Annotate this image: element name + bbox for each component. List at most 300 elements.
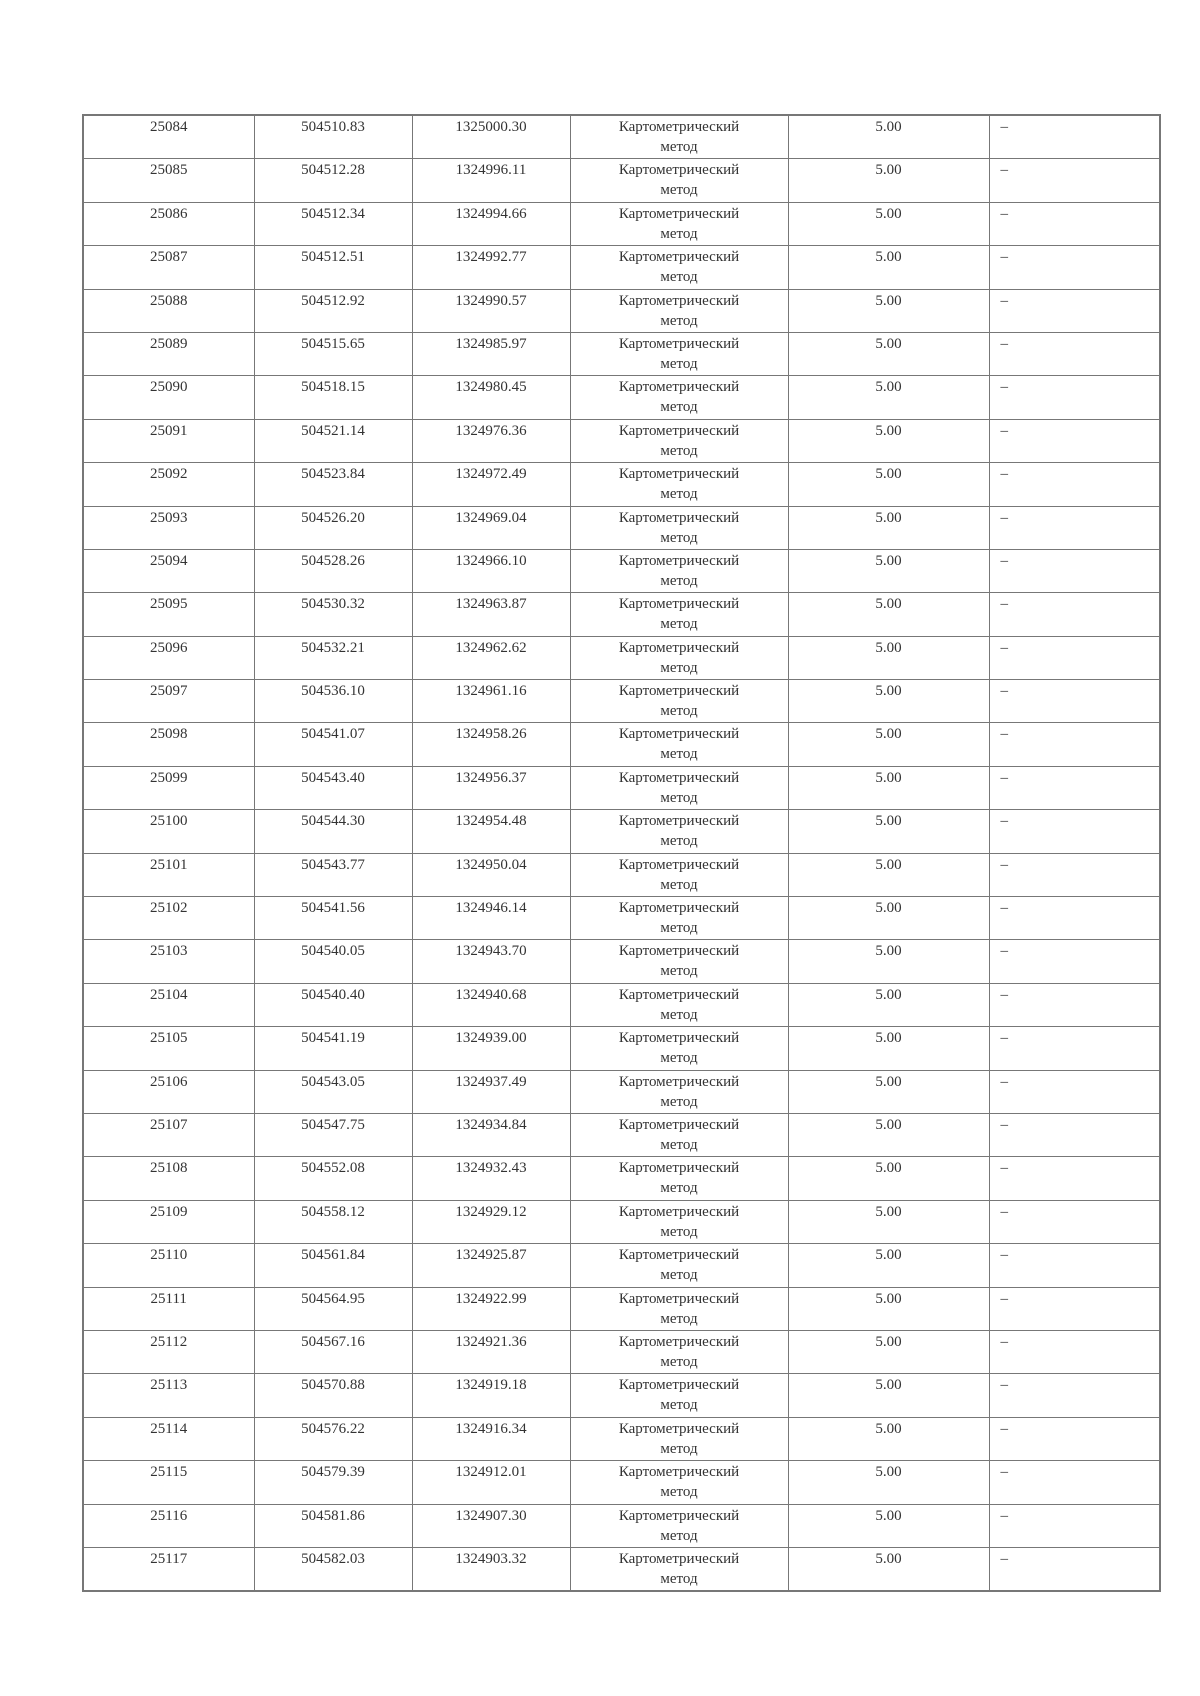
accuracy-cell: 5.00 [788,549,989,592]
accuracy-cell: 5.00 [788,1461,989,1504]
table-row [83,1113,1160,1156]
method-text-line-2: метод [660,529,698,546]
table-row [83,636,1160,679]
accuracy-cell: 5.00 [788,289,989,332]
method-cell [570,1504,788,1547]
point-number-cell: 25100 [83,810,254,853]
note-cell: – [989,289,1160,332]
table-row [83,376,1160,419]
note-cell: – [989,246,1160,289]
method-text-line-1: Картометрический [618,726,740,743]
table-row [83,246,1160,289]
method-cell [570,810,788,853]
method-text-line-1: Картометрический [618,856,740,873]
x-coordinate-cell: 504536.10 [254,680,412,723]
x-coordinate-cell: 504564.95 [254,1287,412,1330]
method-text-line-1: Картометрический [618,943,740,960]
accuracy-cell: 5.00 [788,680,989,723]
accuracy-cell: 5.00 [788,246,989,289]
note-cell: – [989,636,1160,679]
note-cell: – [989,332,1160,375]
point-number-cell: 25092 [83,463,254,506]
method-text-line-1: Картометрический [618,1464,740,1481]
method-cell [570,636,788,679]
method-text-line-2: метод [660,1310,698,1327]
x-coordinate-cell: 504576.22 [254,1417,412,1460]
y-coordinate-cell: 1324961.16 [412,680,570,723]
y-coordinate-cell: 1324950.04 [412,853,570,896]
method-cell [570,202,788,245]
y-coordinate-cell: 1324940.68 [412,983,570,1026]
x-coordinate-cell: 504515.65 [254,332,412,375]
y-coordinate-cell: 1324946.14 [412,897,570,940]
table-row [83,723,1160,766]
accuracy-cell: 5.00 [788,159,989,202]
x-coordinate-cell: 504530.32 [254,593,412,636]
x-coordinate-cell: 504579.39 [254,1461,412,1504]
method-text-line-2: метод [660,616,698,633]
y-coordinate-cell: 1324907.30 [412,1504,570,1547]
x-coordinate-cell: 504570.88 [254,1374,412,1417]
note-cell: – [989,115,1160,159]
point-number-cell: 25109 [83,1200,254,1243]
y-coordinate-cell: 1324925.87 [412,1244,570,1287]
table-row [83,419,1160,462]
point-number-cell: 25088 [83,289,254,332]
coordinates-table-body [83,115,1160,1591]
point-number-cell: 25086 [83,202,254,245]
table-row [83,1200,1160,1243]
accuracy-cell: 5.00 [788,1157,989,1200]
note-cell: – [989,159,1160,202]
method-text-line-1: Картометрический [618,769,740,786]
method-cell [570,766,788,809]
y-coordinate-cell: 1324929.12 [412,1200,570,1243]
note-cell: – [989,1504,1160,1547]
point-number-cell: 25101 [83,853,254,896]
method-text-line-1: Картометрический [618,639,740,656]
method-text-line-2: метод [660,139,698,155]
method-text-line-2: метод [660,355,698,372]
table-row [83,202,1160,245]
x-coordinate-cell: 504561.84 [254,1244,412,1287]
note-cell: – [989,1200,1160,1243]
method-text-line-1: Картометрический [618,1160,740,1177]
x-coordinate-cell: 504552.08 [254,1157,412,1200]
method-text-line-1: Картометрический [618,813,740,830]
accuracy-cell: 5.00 [788,506,989,549]
accuracy-cell: 5.00 [788,1070,989,1113]
note-cell: – [989,897,1160,940]
method-text-line-1: Картометрический [618,1030,740,1047]
method-text-line-2: метод [660,1570,698,1587]
table-row [83,1547,1160,1591]
x-coordinate-cell: 504512.51 [254,246,412,289]
accuracy-cell: 5.00 [788,1287,989,1330]
note-cell: – [989,1417,1160,1460]
x-coordinate-cell: 504540.40 [254,983,412,1026]
table-row [83,506,1160,549]
note-cell: – [989,1027,1160,1070]
table-row [83,983,1160,1026]
method-text-line-2: метод [660,1527,698,1544]
table-row [83,1070,1160,1113]
accuracy-cell: 5.00 [788,636,989,679]
method-text-line-2: метод [660,225,698,242]
accuracy-cell: 5.00 [788,1027,989,1070]
y-coordinate-cell: 1324976.36 [412,419,570,462]
method-cell [570,1070,788,1113]
method-text-line-2: метод [660,1050,698,1067]
method-text-line-1: Картометрический [618,162,740,179]
point-number-cell: 25110 [83,1244,254,1287]
x-coordinate-cell: 504540.05 [254,940,412,983]
x-coordinate-cell: 504518.15 [254,376,412,419]
table-row [83,680,1160,723]
accuracy-cell: 5.00 [788,1374,989,1417]
method-text-line-1: Картометрический [618,1203,740,1220]
method-text-line-2: метод [660,1397,698,1414]
note-cell: – [989,549,1160,592]
method-cell [570,1027,788,1070]
y-coordinate-cell: 1324903.32 [412,1547,570,1591]
method-text-line-1: Картометрический [618,986,740,1003]
method-text-line-2: метод [660,920,698,937]
point-number-cell: 25099 [83,766,254,809]
method-cell [570,723,788,766]
accuracy-cell: 5.00 [788,1113,989,1156]
method-text-line-2: метод [660,399,698,416]
method-cell [570,1157,788,1200]
method-cell [570,1287,788,1330]
x-coordinate-cell: 504582.03 [254,1547,412,1591]
x-coordinate-cell: 504532.21 [254,636,412,679]
note-cell: – [989,202,1160,245]
y-coordinate-cell: 1324966.10 [412,549,570,592]
x-coordinate-cell: 504523.84 [254,463,412,506]
method-text-line-2: метод [660,1353,698,1370]
x-coordinate-cell: 504510.83 [254,115,412,159]
accuracy-cell: 5.00 [788,1504,989,1547]
x-coordinate-cell: 504541.07 [254,723,412,766]
accuracy-cell: 5.00 [788,593,989,636]
method-text-line-1: Картометрический [618,552,740,569]
method-text-line-1: Картометрический [618,900,740,917]
method-text-line-1: Картометрический [618,1377,740,1394]
table-row [83,593,1160,636]
point-number-cell: 25084 [83,115,254,159]
method-cell [570,463,788,506]
table-row [83,940,1160,983]
method-cell [570,853,788,896]
method-text-line-2: метод [660,1484,698,1501]
method-text-line-2: метод [660,1136,698,1153]
note-cell: – [989,1113,1160,1156]
method-cell [570,983,788,1026]
note-cell: – [989,1287,1160,1330]
y-coordinate-cell: 1324958.26 [412,723,570,766]
x-coordinate-cell: 504541.19 [254,1027,412,1070]
table-row [83,1504,1160,1547]
accuracy-cell: 5.00 [788,940,989,983]
point-number-cell: 25107 [83,1113,254,1156]
note-cell: – [989,723,1160,766]
y-coordinate-cell: 1324972.49 [412,463,570,506]
method-text-line-2: метод [660,442,698,459]
note-cell: – [989,983,1160,1026]
method-cell [570,159,788,202]
table-row [83,159,1160,202]
y-coordinate-cell: 1324954.48 [412,810,570,853]
point-number-cell: 25105 [83,1027,254,1070]
note-cell: – [989,506,1160,549]
table-row [83,810,1160,853]
note-cell: – [989,810,1160,853]
method-text-line-2: метод [660,572,698,589]
point-number-cell: 25094 [83,549,254,592]
method-text-line-1: Картометрический [618,1247,740,1264]
y-coordinate-cell: 1324992.77 [412,246,570,289]
point-number-cell: 25113 [83,1374,254,1417]
note-cell: – [989,593,1160,636]
method-text-line-2: метод [660,1267,698,1284]
method-cell [570,1374,788,1417]
point-number-cell: 25112 [83,1330,254,1373]
point-number-cell: 25106 [83,1070,254,1113]
y-coordinate-cell: 1324916.34 [412,1417,570,1460]
note-cell: – [989,463,1160,506]
method-cell [570,1330,788,1373]
method-cell [570,897,788,940]
table-row [83,1157,1160,1200]
method-text-line-1: Картометрический [618,205,740,222]
accuracy-cell: 5.00 [788,810,989,853]
method-text-line-1: Картометрический [618,1420,740,1437]
method-text-line-2: метод [660,789,698,806]
accuracy-cell: 5.00 [788,1200,989,1243]
note-cell: – [989,1157,1160,1200]
method-text-line-1: Картометрический [618,1116,740,1133]
method-cell [570,1113,788,1156]
accuracy-cell: 5.00 [788,1417,989,1460]
table-row [83,549,1160,592]
point-number-cell: 25103 [83,940,254,983]
accuracy-cell: 5.00 [788,115,989,159]
method-text-line-2: метод [660,659,698,676]
point-number-cell: 25104 [83,983,254,1026]
method-text-line-1: Картометрический [618,422,740,439]
y-coordinate-cell: 1324980.45 [412,376,570,419]
y-coordinate-cell: 1324969.04 [412,506,570,549]
x-coordinate-cell: 504544.30 [254,810,412,853]
method-cell [570,940,788,983]
x-coordinate-cell: 504512.28 [254,159,412,202]
accuracy-cell: 5.00 [788,853,989,896]
accuracy-cell: 5.00 [788,897,989,940]
x-coordinate-cell: 504528.26 [254,549,412,592]
y-coordinate-cell: 1324990.57 [412,289,570,332]
method-text-line-2: метод [660,1440,698,1457]
method-cell [570,1547,788,1591]
note-cell: – [989,1330,1160,1373]
x-coordinate-cell: 504543.40 [254,766,412,809]
x-coordinate-cell: 504512.34 [254,202,412,245]
point-number-cell: 25114 [83,1417,254,1460]
note-cell: – [989,680,1160,723]
accuracy-cell: 5.00 [788,766,989,809]
note-cell: – [989,853,1160,896]
method-text-line-2: метод [660,182,698,199]
point-number-cell: 25087 [83,246,254,289]
y-coordinate-cell: 1324963.87 [412,593,570,636]
method-cell [570,115,788,159]
method-cell [570,289,788,332]
point-number-cell: 25093 [83,506,254,549]
method-text-line-1: Картометрический [618,1550,740,1567]
y-coordinate-cell: 1324934.84 [412,1113,570,1156]
method-text-line-2: метод [660,746,698,763]
point-number-cell: 25116 [83,1504,254,1547]
y-coordinate-cell: 1324932.43 [412,1157,570,1200]
y-coordinate-cell: 1324937.49 [412,1070,570,1113]
table-row [83,1287,1160,1330]
accuracy-cell: 5.00 [788,332,989,375]
method-text-line-1: Картометрический [618,509,740,526]
method-text-line-2: метод [660,312,698,329]
y-coordinate-cell: 1324994.66 [412,202,570,245]
table-row [83,1330,1160,1373]
method-text-line-1: Картометрический [618,466,740,483]
table-row [83,853,1160,896]
method-text-line-2: метод [660,703,698,720]
y-coordinate-cell: 1324912.01 [412,1461,570,1504]
point-number-cell: 25108 [83,1157,254,1200]
method-text-line-1: Картометрический [618,119,740,135]
y-coordinate-cell: 1324985.97 [412,332,570,375]
method-cell [570,593,788,636]
note-cell: – [989,1374,1160,1417]
method-cell [570,549,788,592]
point-number-cell: 25115 [83,1461,254,1504]
method-text-line-2: метод [660,1180,698,1197]
y-coordinate-cell: 1325000.30 [412,115,570,159]
note-cell: – [989,376,1160,419]
accuracy-cell: 5.00 [788,1547,989,1591]
method-cell [570,1200,788,1243]
table-row [83,1244,1160,1287]
method-cell [570,506,788,549]
accuracy-cell: 5.00 [788,419,989,462]
method-text-line-1: Картометрический [618,596,740,613]
method-text-line-1: Картометрический [618,292,740,309]
method-text-line-1: Картометрический [618,1073,740,1090]
point-number-cell: 25098 [83,723,254,766]
point-number-cell: 25089 [83,332,254,375]
accuracy-cell: 5.00 [788,1244,989,1287]
method-text-line-2: метод [660,963,698,980]
accuracy-cell: 5.00 [788,202,989,245]
method-text-line-1: Картометрический [618,1507,740,1524]
method-text-line-2: метод [660,876,698,893]
x-coordinate-cell: 504558.12 [254,1200,412,1243]
method-cell [570,332,788,375]
note-cell: – [989,1461,1160,1504]
y-coordinate-cell: 1324922.99 [412,1287,570,1330]
method-cell [570,1461,788,1504]
accuracy-cell: 5.00 [788,983,989,1026]
coordinates-table [82,114,1161,1592]
y-coordinate-cell: 1324962.62 [412,636,570,679]
table-row [83,897,1160,940]
accuracy-cell: 5.00 [788,463,989,506]
method-text-line-2: метод [660,833,698,850]
method-text-line-1: Картометрический [618,379,740,396]
y-coordinate-cell: 1324956.37 [412,766,570,809]
method-text-line-1: Картометрический [618,335,740,352]
y-coordinate-cell: 1324939.00 [412,1027,570,1070]
note-cell: – [989,1244,1160,1287]
method-cell [570,419,788,462]
note-cell: – [989,1547,1160,1591]
accuracy-cell: 5.00 [788,723,989,766]
point-number-cell: 25097 [83,680,254,723]
x-coordinate-cell: 504543.77 [254,853,412,896]
x-coordinate-cell: 504543.05 [254,1070,412,1113]
note-cell: – [989,940,1160,983]
point-number-cell: 25085 [83,159,254,202]
method-cell [570,246,788,289]
method-text-line-2: метод [660,486,698,503]
x-coordinate-cell: 504547.75 [254,1113,412,1156]
note-cell: – [989,1070,1160,1113]
y-coordinate-cell: 1324921.36 [412,1330,570,1373]
point-number-cell: 25117 [83,1547,254,1591]
table-row [83,115,1160,159]
table-row [83,1027,1160,1070]
y-coordinate-cell: 1324919.18 [412,1374,570,1417]
method-cell [570,1417,788,1460]
method-text-line-2: метод [660,269,698,286]
method-text-line-1: Картометрический [618,1290,740,1307]
method-text-line-1: Картометрический [618,1333,740,1350]
method-text-line-2: метод [660,1093,698,1110]
table-row [83,1461,1160,1504]
table-row [83,766,1160,809]
note-cell: – [989,766,1160,809]
accuracy-cell: 5.00 [788,376,989,419]
method-cell [570,376,788,419]
accuracy-cell: 5.00 [788,1330,989,1373]
point-number-cell: 25096 [83,636,254,679]
table-row [83,289,1160,332]
method-text-line-2: метод [660,1006,698,1023]
method-text-line-1: Картометрический [618,683,740,700]
y-coordinate-cell: 1324943.70 [412,940,570,983]
note-cell: – [989,419,1160,462]
x-coordinate-cell: 504581.86 [254,1504,412,1547]
point-number-cell: 25102 [83,897,254,940]
x-coordinate-cell: 504567.16 [254,1330,412,1373]
x-coordinate-cell: 504521.14 [254,419,412,462]
x-coordinate-cell: 504526.20 [254,506,412,549]
method-cell [570,1244,788,1287]
point-number-cell: 25111 [83,1287,254,1330]
method-text-line-2: метод [660,1223,698,1240]
y-coordinate-cell: 1324996.11 [412,159,570,202]
table-row [83,463,1160,506]
point-number-cell: 25095 [83,593,254,636]
table-row [83,332,1160,375]
